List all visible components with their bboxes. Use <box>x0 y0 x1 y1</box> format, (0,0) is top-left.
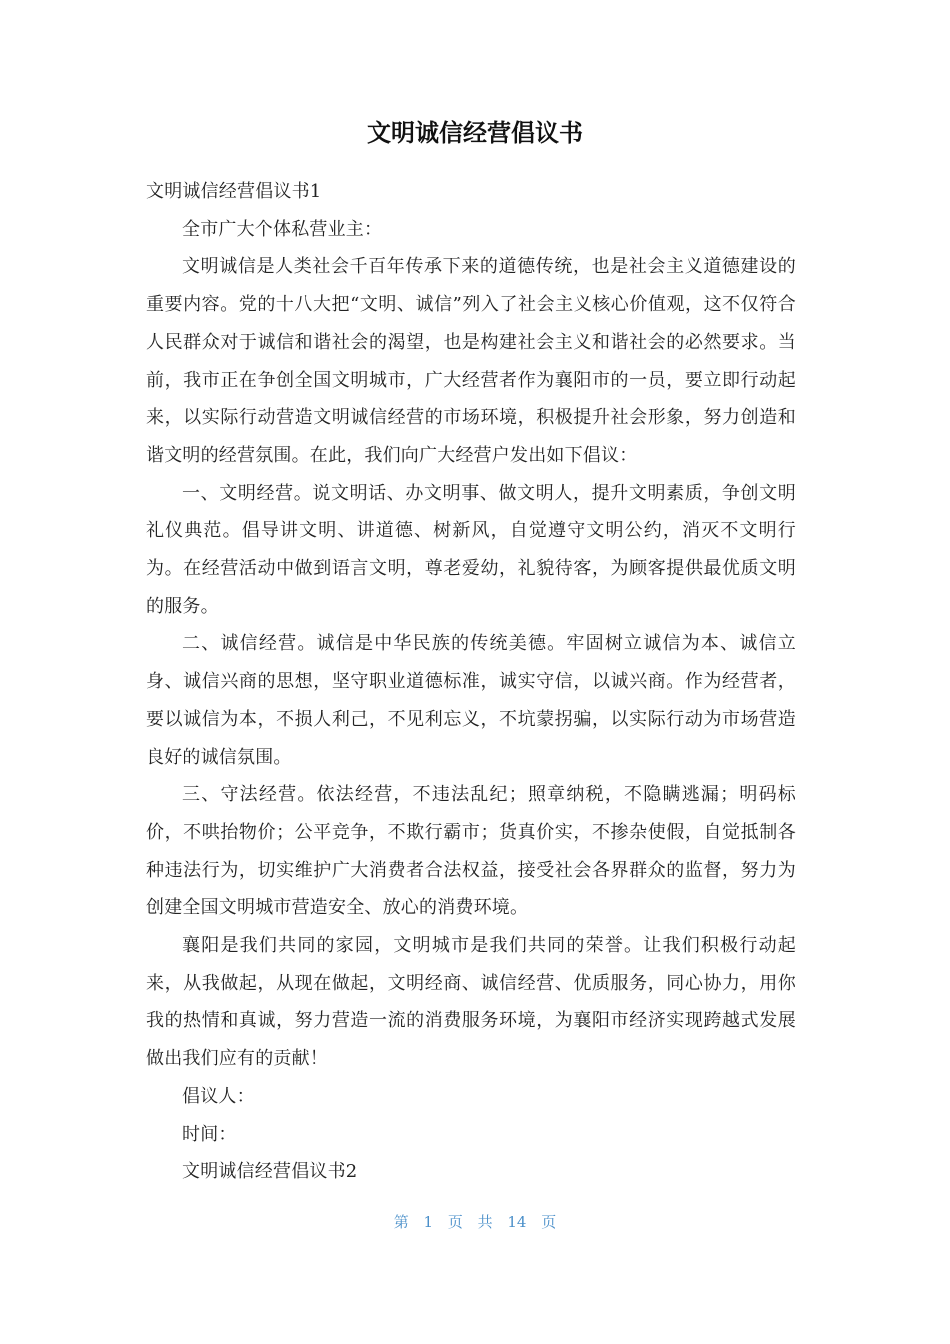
paragraph-date: 时间： <box>182 1123 237 1145</box>
paragraph-heading-1: 文明诚信经营倡议书1 <box>146 181 322 202</box>
paragraph-intro: 文明诚信是人类社会千百年传承下来的道德传统，也是社会主义道德建设的重要内容。党的十八大把“文明、诚信”列入了社会主义核心价值观，这不仅符合人民群众对于诚信和谐社会的渴望，也是构建社会主义和谐社会的必然要求。当前，我市正在争创全国文明城市，广大经营者作为襄阳市的一员，要立即行动起来，以实际行动营造文明诚信经营的市场环境，积极提升社会形象，努力创造和谐文明的经营氛围。在此，我们向广大经营户发出如下倡议： <box>146 256 796 466</box>
paragraph-honest-business: 二、诚信经营。诚信是中华民族的传统美德。牢固树立诚信为本、诚信立身、诚信兴商的思想，坚守职业道德标准，诚实守信，以诚兴商。作为经营者，要以诚信为本，不损人利己，不见利忘义，不坑蒙拐骗，以实际行动为市场营造良好的诚信氛围。 <box>146 633 796 768</box>
paragraph-salutation: 全市广大个体私营业主： <box>182 218 383 240</box>
paragraph-proposer: 倡议人： <box>182 1085 255 1107</box>
paragraph-lawful-business: 三、守法经营。依法经营，不违法乱纪；照章纳税，不隐瞒逃漏；明码标价，不哄抬物价；公平竞争，不欺行霸市；货真价实，不掺杂使假，自觉抵制各种违法行为，切实维护广大消费者合法权益，接受社会各界群众的监督，努力为创建全国文明城市营造安全、放心的消费环境。 <box>146 784 796 919</box>
paragraph-heading-2: 文明诚信经营倡议书2 <box>182 1161 358 1183</box>
page-number-footer: 第 1 页 共 14 页 <box>393 1213 557 1231</box>
document-body <box>146 173 796 1191</box>
paragraph-civilized-business: 一、文明经营。说文明话、办文明事、做文明人，提升文明素质，争创文明礼仪典范。倡导讲文明、讲道德、树新风，自觉遵守文明公约，消灭不文明行为。在经营活动中做到语言文明，尊老爱幼，礼貌待客，为顾客提供最优质文明的服务。 <box>146 482 796 617</box>
document-title: 文明诚信经营倡议书 <box>367 119 583 147</box>
paragraph-closing: 襄阳是我们共同的家园，文明城市是我们共同的荣誉。让我们积极行动起来，从我做起，从现在做起，文明经商、诚信经营、优质服务，同心协力，用你我的热情和真诚，努力营造一流的消费服务环境，为襄阳市经济实现跨越式发展做出我们应有的贡献！ <box>146 935 796 1070</box>
